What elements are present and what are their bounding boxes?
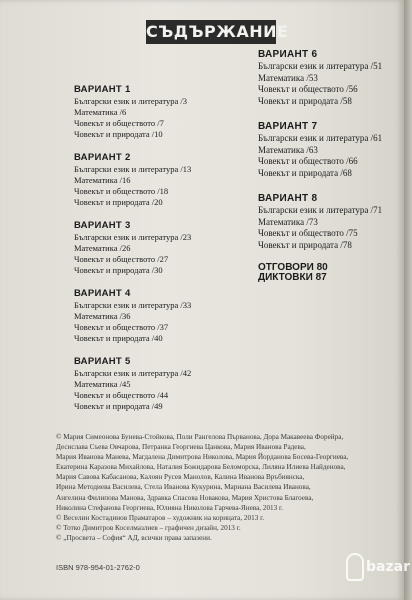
toc-entry: Български език и литература /13 (74, 164, 192, 174)
toc-variant (74, 288, 254, 344)
toc-entry: Човекът и обществото /18 (74, 186, 169, 196)
copyright-line: Екатерина Каразова Михайлова, Наталия Божидарова Беломорска, Лиляна Илиева Найденова, (56, 463, 346, 472)
copyright-line: Ирина Методиева Василева, Стела Иванова Кукурина, Мариана Василева Иванова, (56, 483, 311, 492)
toc-variant (74, 152, 254, 208)
bag-icon (346, 553, 364, 581)
toc-entry: Човекът и природата /40 (74, 333, 163, 343)
page-edge (404, 0, 412, 600)
toc-entry: Математика /36 (74, 311, 131, 321)
toc-entry: Математика /26 (74, 243, 131, 253)
copyright-line: Мария Савова Кабасанова, Калоян Русев Манолов, Калина Иванова Връбиянска, (56, 473, 305, 482)
toc-entry: Човекът и природата /10 (74, 129, 163, 139)
toc-variant (258, 193, 404, 251)
copyright-line: © Тотко Димитров Коселмазлиев – графичен дизайн, 2013 г. (56, 523, 241, 532)
toc-entry: Български език и литература /23 (74, 232, 192, 242)
copyright-line: Десислава Съева Овчарова, Петранка Георгиева Цанкова, Мария Иванова Радева, (56, 443, 306, 452)
toc-entry: Човекът и обществото /66 (258, 156, 358, 166)
answers-entry: ОТГОВОРИ 80 (258, 262, 328, 273)
toc-variant (74, 220, 254, 276)
copyright-line: Ангелина Филипова Манова, Здравка Спасова Новакова, Мария Христова Благоева, (56, 493, 314, 502)
toc-entry: Математика /63 (258, 144, 318, 155)
toc-entry: Български език и литература /3 (74, 96, 188, 106)
copyright-line: Мария Иванова Манева, Магдалена Димитрова Николова, Мария Йорданова Босева-Георгиева, (56, 453, 349, 462)
copyright-line: © Веселин Костадинов Праматаров – художник на корицата, 2013 г. (56, 513, 265, 522)
variant-heading: ВАРИАНТ 1 (74, 84, 131, 95)
toc-right-column (258, 49, 404, 285)
copyright-line: © „Просвета – София“ АД, всички права запазени. (56, 533, 212, 542)
toc-entry: Математика /73 (258, 216, 318, 227)
toc-entry: Човекът и природата /49 (74, 401, 163, 411)
variant-heading: ВАРИАНТ 3 (74, 220, 131, 231)
toc-variant (258, 121, 404, 179)
toc-entry: Математика /16 (74, 175, 131, 185)
copyright-line: © Мария Симеонова Бунева-Стойкова, Поли Рангелова Първанова, Дора Макавеева Форейра, (56, 433, 344, 441)
variant-heading: ВАРИАНТ 2 (74, 152, 131, 163)
variant-heading: ВАРИАНТ 6 (258, 49, 318, 60)
variant-heading: ВАРИАНТ 7 (258, 121, 318, 132)
copyright-block (56, 432, 376, 543)
toc-entry: Български език и литература /33 (74, 300, 192, 310)
toc-entry: Човекът и природата /68 (258, 167, 352, 178)
toc-entry: Математика /6 (74, 107, 127, 117)
variant-heading: ВАРИАНТ 5 (74, 356, 131, 367)
toc-entry: Български език и литература /61 (258, 133, 383, 143)
toc-entry: Човекът и обществото /44 (74, 390, 169, 400)
isbn-number: ISBN 978-954-01-2762-0 (56, 563, 140, 572)
variant-heading: ВАРИАНТ 8 (258, 193, 318, 204)
toc-variant (74, 84, 254, 140)
toc-entry: Човекът и природата /30 (74, 265, 163, 275)
toc-entry: Човекът и природата /20 (74, 197, 163, 207)
toc-entry: Български език и литература /42 (74, 368, 192, 378)
toc-variant (258, 49, 404, 107)
toc-variant (74, 356, 254, 412)
toc-entry: Български език и литература /51 (258, 61, 383, 71)
toc-entry: Човекът и обществото /27 (74, 254, 169, 264)
toc-entry: Човекът и природата /78 (258, 239, 352, 250)
watermark-text: bazar (366, 559, 410, 575)
variant-heading: ВАРИАНТ 4 (74, 288, 131, 299)
dictations-entry: ДИКТОВКИ 87 (258, 272, 327, 283)
toc-entry: Математика /45 (74, 379, 131, 389)
toc-left-column (74, 84, 254, 424)
toc-entry: Човекът и обществото /7 (74, 118, 164, 128)
page-title: СЪДЪРЖАНИЕ (146, 20, 276, 44)
toc-entry: Човекът и обществото /56 (258, 84, 358, 94)
toc-entry: Човекът и природата /58 (258, 95, 352, 106)
copyright-line: Николина Стефанова Георгиева, Юлияна Николова Гарчева-Янева, 2013 г. (56, 503, 283, 512)
toc-entry: Математика /53 (258, 72, 318, 83)
toc-entry: Български език и литература /71 (258, 205, 383, 215)
watermark-logo (344, 551, 410, 585)
toc-entry: Човекът и обществото /75 (258, 228, 358, 238)
toc-entry: Човекът и обществото /37 (74, 322, 169, 332)
